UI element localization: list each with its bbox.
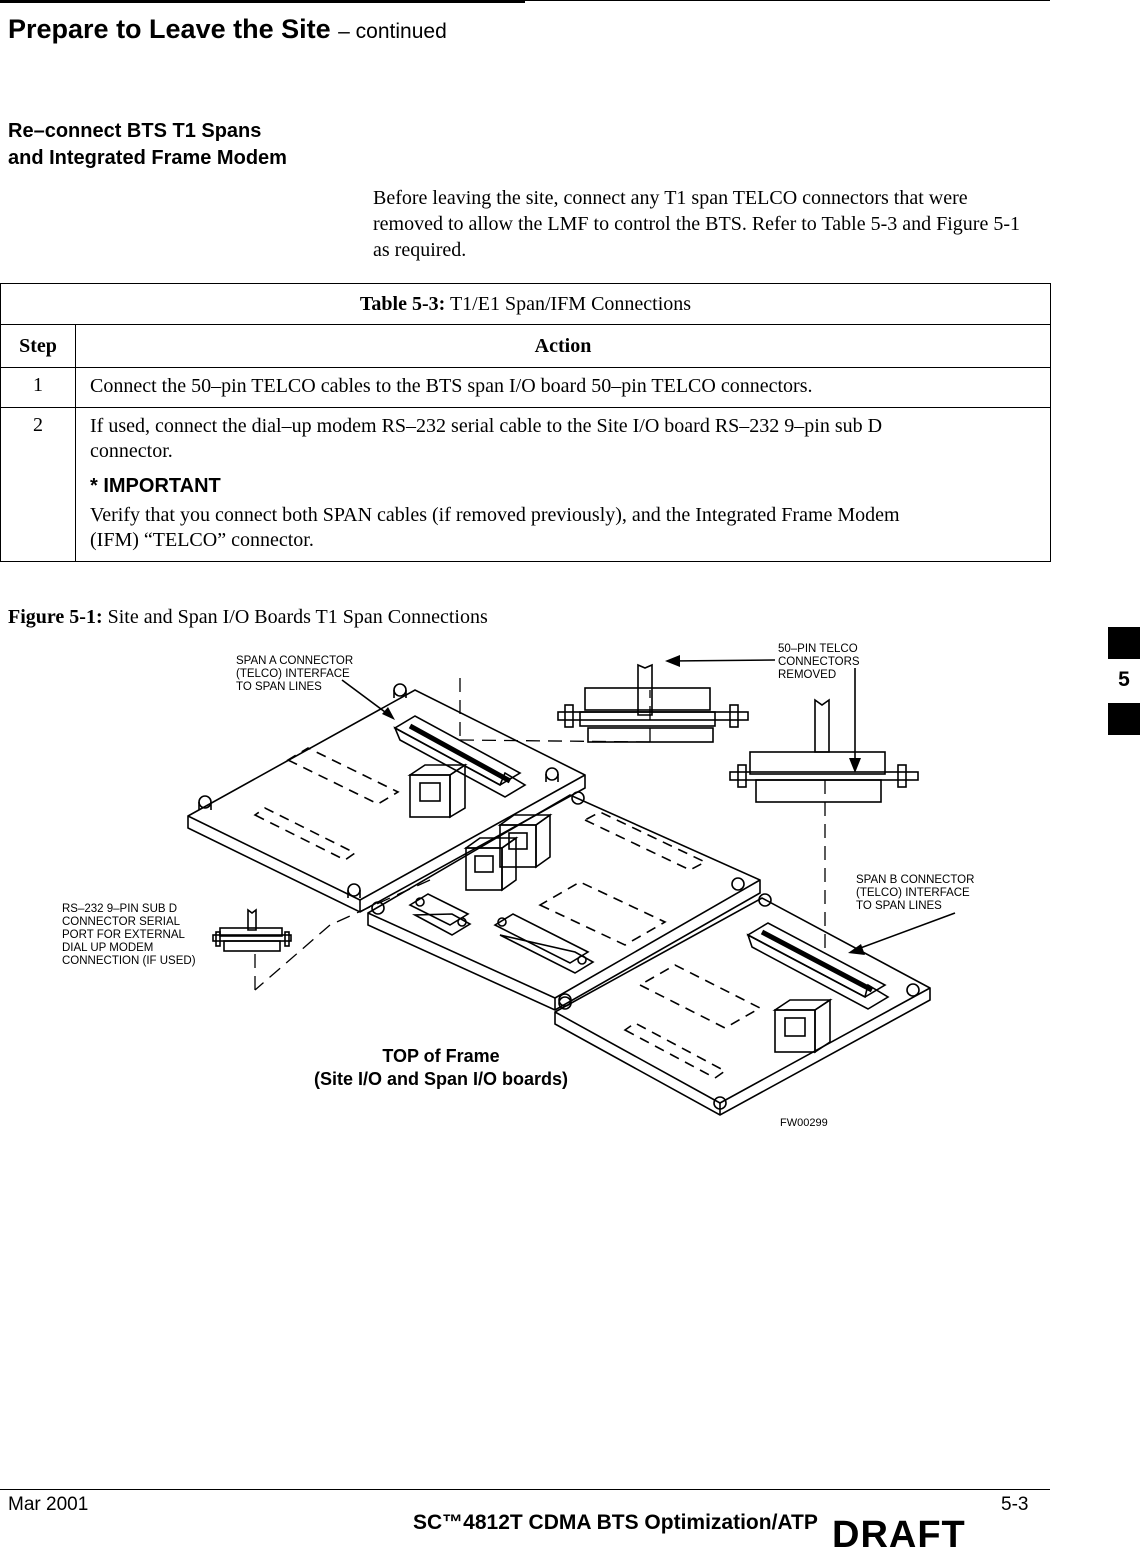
span-b-board <box>555 894 930 1115</box>
step-action: Connect the 50–pin TELCO cables to the BTS span I/O board 50–pin TELCO connectors. <box>76 368 1051 408</box>
span-a-board <box>188 684 585 912</box>
column-header-action: Action <box>76 325 1051 368</box>
page-header-title: Prepare to Leave the Site <box>8 14 331 44</box>
chapter-tab-number: 5 <box>1118 668 1130 691</box>
step-action-cell <box>76 408 1051 562</box>
important-text: Verify that you connect both SPAN cables (if removed previously), and the Integrated Frame Modem (IFM) “TELCO” connector. <box>90 504 900 551</box>
alignment-guides <box>255 678 825 990</box>
callout-rs232 <box>62 903 196 967</box>
page-header <box>8 14 447 45</box>
rs232-plug <box>213 910 291 951</box>
callout-rs232-line: CONNECTION (IF USED) <box>62 955 196 967</box>
section-heading-line1: Re–connect BTS T1 Spans <box>8 120 262 142</box>
callout-telco-removed <box>778 643 863 681</box>
label-top-of-frame: TOP of Frame <box>382 1046 500 1066</box>
callout-span-a-line: TO SPAN LINES <box>236 681 322 693</box>
chapter-tab-upper <box>1108 627 1140 659</box>
intro-paragraph: Before leaving the site, connect any T1 span TELCO connectors that were removed to allow the LMF to control the BTS. Refer to Table 5-3 and Figure 5-1 as required. <box>373 187 1020 261</box>
step-number: 1 <box>1 368 76 408</box>
callout-rs232-line: PORT FOR EXTERNAL <box>62 929 185 941</box>
callout-span-b-line: (TELCO) INTERFACE <box>856 887 970 899</box>
figure-caption <box>8 606 488 629</box>
table-caption-text: T1/E1 Span/IFM Connections <box>449 292 692 315</box>
section-heading <box>8 118 287 172</box>
callout-span-b-line: TO SPAN LINES <box>856 900 942 912</box>
callout-span-b <box>856 874 978 912</box>
callout-span-a-line: SPAN A CONNECTOR <box>236 655 354 667</box>
callout-span-a-line: (TELCO) INTERFACE <box>236 668 350 680</box>
callout-rs232-line: RS–232 9–PIN SUB D <box>62 903 178 915</box>
site-io-board <box>368 792 760 1010</box>
step-action: If used, connect the dial–up modem RS–232 serial cable to the Site I/O board RS–232 9–pin sub D connector. <box>90 415 883 462</box>
figure-caption-text: Site and Span I/O Boards T1 Span Connections <box>107 606 488 628</box>
callout-span-b-line: SPAN B CONNECTOR <box>856 874 975 886</box>
boards-diagram <box>0 630 1000 1140</box>
figure-caption-label: Figure 5-1: <box>8 606 103 628</box>
connections-table <box>0 283 1051 562</box>
telco-plug-a <box>558 665 748 742</box>
callout-telco-line: 50–PIN TELCO <box>778 643 858 655</box>
callout-rs232-line: DIAL UP MODEM <box>62 942 154 954</box>
table-row <box>1 408 1051 562</box>
telco-plug-b <box>730 700 918 802</box>
footer-page-number: 5-3 <box>1001 1494 1029 1515</box>
table-row <box>1 368 1051 408</box>
footer-draft-mark: DRAFT <box>832 1514 966 1556</box>
callout-telco-line: REMOVED <box>778 669 837 681</box>
page-header-continued: – continued <box>338 20 447 43</box>
footer-date: Mar 2001 <box>8 1494 89 1515</box>
figure-id: FW00299 <box>780 1117 828 1129</box>
step-number: 2 <box>1 408 76 562</box>
table-caption <box>1 284 1051 325</box>
important-label: * IMPORTANT <box>90 475 221 497</box>
callout-telco-line: CONNECTORS <box>778 656 860 668</box>
footer-doc-title: SC™4812T CDMA BTS Optimization/ATP <box>413 1511 818 1534</box>
callout-rs232-line: CONNECTOR SERIAL <box>62 916 180 928</box>
chapter-tab-lower <box>1108 703 1140 735</box>
label-site-span-boards: (Site I/O and Span I/O boards) <box>313 1069 569 1089</box>
column-header-step: Step <box>1 325 76 368</box>
header-thin-rule <box>0 0 1050 1</box>
footer-rule <box>0 1489 1050 1490</box>
callout-span-a <box>236 655 356 693</box>
section-heading-line2: and Integrated Frame Modem <box>8 147 287 169</box>
table-caption-label: Table 5-3: <box>359 292 446 315</box>
